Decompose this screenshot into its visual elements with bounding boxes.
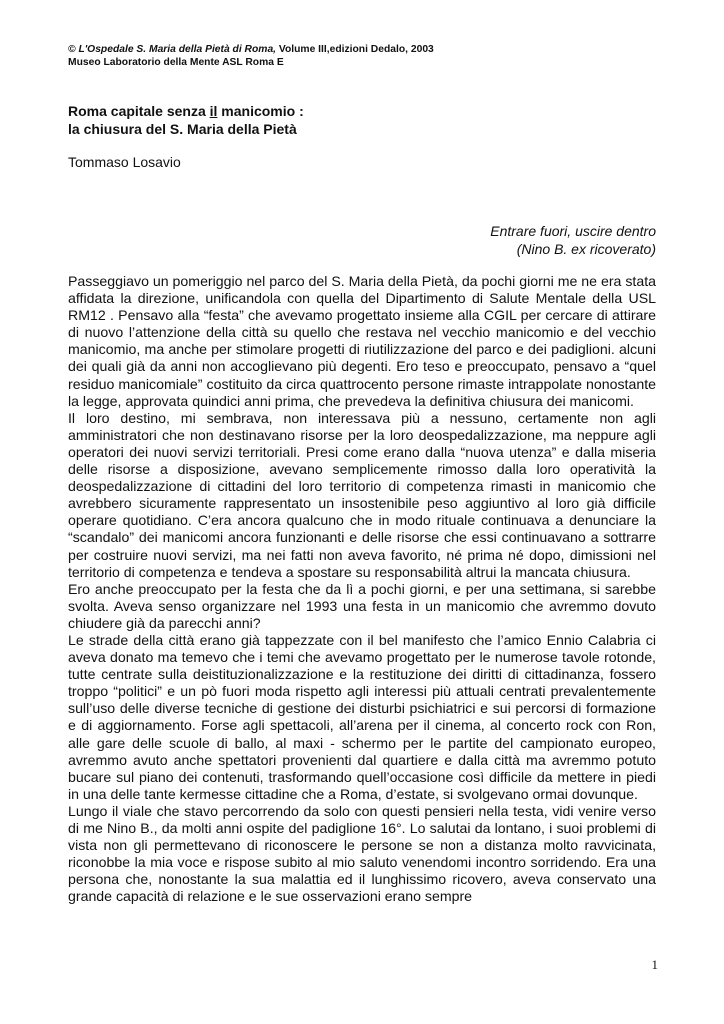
body-text [68,273,656,905]
paragraph-5: Lungo il viale che stavo percorrendo da solo con questi pensieri nella testa, vidi venire verso di me Nino B., da molti anni ospite del padiglione 16°. Lo salutai da lontano, i suoi problemi di vista non gli permettevano di riconoscere le persone se non a distanza molto ravvicinata, riconobbe la mia voce e rispose subito al mio saluto venendomi incontro sorridendo. Era una persona che, nonostante la sua malattia ed il lunghissimo ricovero, aveva conservato una grande capacità di relazione e le sue osservazioni erano sempre [68,802,656,905]
author-name: Tommaso Losavio [68,154,181,170]
document-title [68,102,304,138]
header-citation [68,43,434,56]
paragraph-4: Le strade della città erano già tappezzate con il bel manifesto che l’amico Ennio Calabria ci aveva donato ma temevo che i temi che avevamo progettato per le numerose tavole rotonde, tutte centrate sulla deistituzionalizzazione e la restituzione dei diritti di cittadinanza, fossero troppo “politici” e un pò fuori moda rispetto agli interessi più attuali centrati prevalentemente sull’uso delle diverse tecniche di gestione dei disturbi psichiatrici e sui percorsi di formazione e di aggiornamento. Forse agli spettacoli, all’arena per il cinema, al concerto rock con Ron, alle gare delle scuole di ballo, al maxi - schermo per le partite del campionato europeo, avremmo avuto anche spettatori provenienti dal quartiere e dalla città ma avremmo potuto bucare sul piano dei contenuti, trasformando quell’occasione così difficile da mettere in piedi in una delle tante kermesse cittadine che a Roma, d’estate, si svolgevano ormai dovunque. [68,631,656,802]
title-line-2: la chiusura del S. Maria della Pietà [68,121,297,137]
title-line-1-end: manicomio : [217,103,304,119]
title-line-1-start: Roma capitale senza [68,103,210,119]
page-number: 1 [651,957,658,972]
header-citation-italic: © L'Ospedale S. Maria della Pietà di Roma, [68,44,277,55]
title-underlined-word: il [209,103,218,119]
paragraph-1: Passeggiavo un pomeriggio nel parco del S. Maria della Pietà, da pochi giorni me ne era stata affidata la direzione, unificandola con quella del Dipartimento di Salute Mentale della USL RM12 . Pensavo alla “festa” che avevamo progettato insieme alla CGIL per cercare di attirare di nuovo l’attenzione della città su quello che restava nel vecchio manicomio e del vecchio manicomio, ma anche per stimolare progetti di riutilizzazione del parco e dei padiglioni. alcuni dei quali già da anni non accoglievano più degenti. Ero teso e preoccupato, pensavo a “quel residuo manicomiale” costituito da circa quattrocento persone rimaste intrappolate nonostante la legge, approvata quindici anni prima, che prevedeva la definitiva chiusura dei manicomi. [68,273,656,409]
epigraph [490,222,656,258]
title-line-1 [68,102,304,120]
header-institution: Museo Laboratorio della Mente ASL Roma E [68,57,284,68]
paragraph-2: Il loro destino, mi sembrava, non interessava più a nessuno, certamente non agli amministratori che non destinavano risorse per la loro deospedalizzazione, ma neppure agli operatori dei nuovi servizi territoriali. Presi come erano dalla “nuova utenza” e dalla miseria delle risorse a disposizione, avevano semplicemente rimosso dalla loro operatività la deospedalizzazione di cittadini del loro territorio di competenza rimasti in manicomio che avrebbero sicuramente rappresentato un insostenibile peso aggiuntivo al loro già difficile operare quotidiano. C’era ancora qualcuno che in modo rituale continuava a denunciare la “scandalo” dei manicomi ancora funzionanti e delle risorse che essi continuavano a sottrarre per costruire nuovi servizi, ma nei fatti non aveva favorito, né prima né dopo, dimissioni nel territorio di competenza e tendeva a spostare su responsabilità altrui la mancata chiusura. [68,409,656,580]
document-header [68,43,434,69]
epigraph-quote: Entrare fuori, uscire dentro [490,223,656,239]
header-citation-rest: Volume III,edizioni Dedalo, 2003 [276,44,434,55]
paragraph-3: Ero anche preoccupato per la festa che da lì a pochi giorni, e per una settimana, si sarebbe svolta. Aveva senso organizzare nel 1993 una festa in un manicomio che avremmo dovuto chiudere già da parecchi anni? [68,580,656,631]
epigraph-attribution: (Nino B. ex ricoverato) [516,241,656,257]
